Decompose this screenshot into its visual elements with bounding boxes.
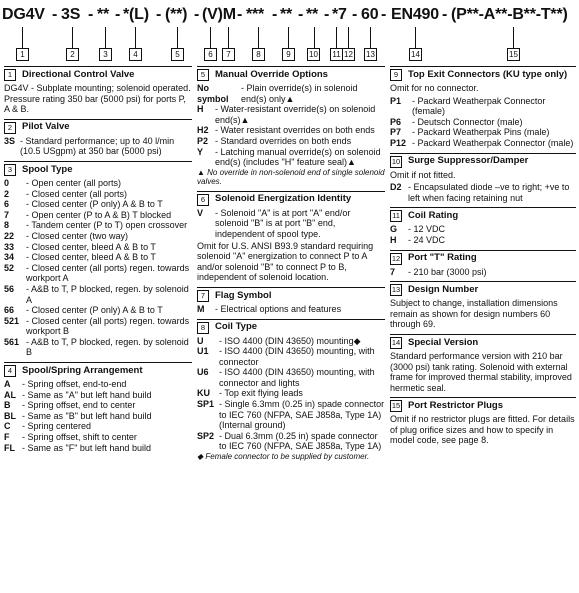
option-code: No symbol [197, 83, 229, 104]
option-code: 22 [4, 230, 15, 241]
option-description: - Closed center (all ports) regen. towards workport B [26, 315, 190, 337]
option-code: B [4, 400, 11, 411]
section-header [197, 287, 385, 302]
model-code-separator: - [381, 6, 387, 23]
option-code: P2 [197, 135, 209, 146]
option-code: 33 [4, 241, 15, 252]
model-code-separator: - [352, 6, 358, 23]
leader-line [228, 27, 229, 48]
option-row [4, 443, 192, 454]
model-code-segment: ** [306, 6, 319, 23]
section-paragraph: DG4V - Subplate mounting; solenoid operated. Pressure rating 350 bar (5000 psi) for ports P, A & B. [4, 83, 191, 115]
section-header [4, 362, 192, 377]
position-number: 11 [330, 48, 343, 61]
option-row [4, 421, 192, 432]
option-row [197, 125, 385, 136]
position-number: 15 [507, 48, 520, 61]
option-description: - Standard performance; up to 40 l/min (10.5 USgpm) at 350 bar (5000 psi) [20, 135, 175, 157]
option-row [4, 411, 192, 422]
option-code: SP2 [197, 430, 215, 441]
section-header [390, 66, 576, 81]
option-description: - Spring centered [22, 421, 92, 432]
option-code: 0 [4, 177, 10, 188]
column-right [390, 66, 576, 450]
section-number: 6 [197, 194, 209, 206]
option-description: - Same as "F" but left hand build [22, 442, 151, 453]
model-code-separator: - [442, 6, 448, 23]
option-row [197, 399, 385, 431]
model-code-segment: 60 [361, 6, 379, 23]
section-number: 1 [4, 69, 16, 81]
option-code: H [390, 234, 397, 245]
section-title: Spool Type [22, 163, 73, 175]
option-row [4, 210, 192, 221]
section-paragraph: Standard performance version with 210 bar (3000 psi) tank rating. Solenoid with external frame for improved thermal stability, improved hermetic seal. [390, 350, 572, 393]
model-code-segment: *(L) [123, 6, 149, 23]
option-row [4, 263, 192, 284]
option-row [197, 136, 385, 147]
section-number: 2 [4, 122, 16, 134]
section-title: Surge Suppressor/Damper [408, 155, 529, 167]
model-code-segment: EN490 [391, 6, 439, 23]
option-code: P7 [390, 127, 402, 138]
model-code-separator: - [156, 6, 162, 23]
section-header [4, 66, 192, 81]
option-description: - ISO 4400 (DIN 43650) mounting◆ [219, 335, 361, 346]
section-number: 15 [391, 401, 401, 411]
section-spool-type [4, 161, 192, 358]
option-row [197, 388, 385, 399]
section-paragraph: Omit if not fitted. [390, 169, 456, 180]
option-code: V [197, 207, 204, 218]
section-spool-spring-arrangement [4, 362, 192, 453]
section-number: 12 [391, 253, 401, 263]
section-title: Coil Type [215, 321, 258, 333]
option-description: - Deutsch Connector (male) [412, 116, 523, 127]
section-header [4, 161, 192, 176]
section-header [4, 119, 192, 134]
option-description: - 210 bar (3000 psi) [408, 266, 487, 277]
section-number: 5 [197, 69, 209, 81]
position-number: 4 [129, 48, 142, 61]
option-code: D2 [390, 182, 402, 193]
option-code: 7 [390, 266, 396, 277]
option-description: - Packard Weatherpak Connector (male) [412, 137, 574, 148]
option-description: - 24 VDC [408, 234, 446, 245]
option-row [4, 242, 192, 253]
option-description: - Open center (all ports) [26, 177, 122, 188]
option-description: - Closed center (P only) A & B to T [26, 305, 163, 316]
option-description: - Closed center, bleed A & B to T [26, 241, 156, 252]
option-code: P1 [390, 95, 402, 106]
option-row [390, 235, 576, 246]
option-row [197, 346, 385, 367]
option-description: - Single 6.3mm (0.25 in) spade connector to IEC 760 (NFPA, SAE J858a, Type 1A) (Internal ground) [219, 399, 385, 431]
option-row [4, 390, 192, 401]
section-header [197, 191, 385, 206]
section-flag-symbol [197, 287, 385, 315]
leader-line [72, 27, 73, 48]
option-description: - Water-resistant override(s) on solenoid end(s)▲ [215, 104, 376, 125]
section-paragraph: Omit for U.S. ANSI B93.9 standard requiring solenoid "A" energization to connect P to A and/or solenoid "B" to connect P to B, independent of solenoid location. [197, 240, 374, 283]
section-paragraph: Omit for no connector. [390, 83, 479, 93]
option-code: G [390, 224, 398, 235]
model-code-separator: - [194, 6, 200, 23]
option-row [197, 431, 385, 452]
option-description: - A&B to T, P blocked, regen. by solenoid A [26, 283, 189, 305]
model-code-segment: *** [246, 6, 265, 23]
option-row [390, 224, 576, 235]
option-description: - ISO 4400 (DIN 43650) mounting, with connector [219, 346, 375, 367]
option-description: - Packard Weatherpak Pins (male) [412, 127, 550, 138]
option-description: - Closed center (all ports) regen. towards workport A [26, 262, 190, 284]
option-row [4, 400, 192, 411]
model-code-segment: (P**-A**-B**-T**) [451, 6, 568, 23]
position-number: 13 [364, 48, 377, 61]
option-code: FL [4, 442, 15, 453]
option-row [4, 379, 192, 390]
section-number: 7 [197, 290, 209, 302]
section-title: Spool/Spring Arrangement [22, 364, 143, 376]
option-row [390, 182, 576, 203]
position-number: 10 [307, 48, 320, 61]
model-code-segment: DG4V [2, 6, 45, 23]
option-row [197, 208, 385, 240]
option-code: 521 [4, 315, 20, 326]
position-number: 8 [252, 48, 265, 61]
option-row [390, 117, 576, 128]
leader-line [370, 27, 371, 48]
option-description: - Electrical options and features [215, 303, 342, 314]
option-row [197, 336, 385, 347]
position-number: 1 [16, 48, 29, 61]
section-title: Special Version [408, 336, 479, 348]
option-row [390, 267, 576, 278]
leader-line [288, 27, 289, 48]
section-number: 14 [391, 337, 401, 347]
option-row [197, 104, 385, 125]
section-surge-suppressor [390, 153, 576, 204]
option-code: 6 [4, 199, 10, 210]
section-number: 4 [4, 365, 16, 377]
option-row [197, 367, 385, 388]
leader-line [513, 27, 514, 48]
option-description: - Closed center, bleed A & B to T [26, 252, 156, 263]
leader-line [22, 27, 23, 48]
option-code: P6 [390, 116, 402, 127]
model-code-separator: - [52, 6, 58, 23]
option-row [4, 284, 192, 305]
option-description: - Tandem center (P to T) open crossover [26, 220, 188, 231]
option-description: - Closed center (P only) A & B to T [26, 199, 163, 210]
option-description: - Plain override(s) in solenoid end(s) only▲ [241, 83, 358, 104]
option-row [390, 138, 576, 149]
option-description: - A&B to T, P blocked, regen. by solenoid B [26, 336, 189, 358]
option-row [4, 220, 192, 231]
option-description: - Closed center (all ports) [26, 188, 128, 199]
column-left [4, 66, 192, 457]
model-code-segment: ** [97, 6, 110, 23]
option-row [4, 178, 192, 189]
model-code-separator: - [237, 6, 243, 23]
position-number: 3 [99, 48, 112, 61]
section-top-exit-connectors [390, 66, 576, 149]
section-directional-control-valve [4, 66, 192, 115]
model-code-separator: - [272, 6, 278, 23]
option-description: - Closed center (two way) [26, 230, 129, 241]
section-number: 9 [390, 69, 402, 81]
section-number: 13 [391, 285, 401, 295]
option-row [4, 305, 192, 316]
section-number: 10 [391, 156, 401, 166]
section-header [390, 397, 576, 412]
option-code: KU [197, 388, 210, 399]
option-code: U [197, 335, 204, 346]
option-code: A [4, 379, 11, 390]
option-description: - Packard Weatherpak Connector (female) [412, 95, 546, 117]
option-code: U6 [197, 367, 209, 378]
option-code: 8 [4, 220, 10, 231]
leader-line [177, 27, 178, 48]
leader-line [105, 27, 106, 48]
option-description: - Solenoid "A" is at port "A" end/or solenoid "B" is at port "B" end, independent of spool type. [215, 207, 351, 239]
model-code-separator: - [115, 6, 121, 23]
model-code-segment: *7 [332, 6, 347, 23]
option-row [4, 189, 192, 200]
column-middle [197, 66, 385, 466]
section-title: Port Restrictor Plugs [408, 399, 504, 411]
section-title: Flag Symbol [215, 289, 272, 301]
position-number: 9 [282, 48, 295, 61]
section-port-t-rating [390, 250, 576, 278]
leader-line [415, 27, 416, 48]
model-code-segment: (V)M [202, 6, 236, 23]
section-header [390, 153, 576, 168]
option-description: - Top exit flying leads [219, 388, 303, 399]
section-paragraph: Omit if no restrictor plugs are fitted. For details of plug orifice sizes and how to specify in model code, see page 8. [390, 414, 575, 446]
option-code: 56 [4, 283, 15, 294]
option-code: 3S [4, 135, 16, 146]
model-code-separator: - [88, 6, 94, 23]
model-code-separator: - [324, 6, 330, 23]
section-special-version [390, 334, 576, 393]
position-number: 14 [409, 48, 422, 61]
option-row [197, 83, 385, 104]
model-code-segment: 3S [61, 6, 81, 23]
option-description: - Latching manual override(s) on solenoid end(s) (includes "H" feature seal)▲ [215, 146, 381, 168]
option-description: - Dual 6.3mm (0.25 in) spade connector to IEC 760 (NFPA, SAE J858a, Type 1A) [219, 430, 382, 452]
leader-line [258, 27, 259, 48]
section-footnote: ▲ No override in non-solenoid end of single solenoid valves. [197, 167, 385, 187]
leader-line [135, 27, 136, 48]
section-title: Pilot Valve [22, 121, 70, 133]
option-code: 2 [4, 188, 10, 199]
option-description: - Encapsulated diode –ve to right; +ve to left when facing retaining nut [408, 182, 570, 203]
option-code: F [4, 432, 10, 443]
option-code: C [4, 421, 11, 432]
option-code: M [197, 303, 205, 314]
option-description: - ISO 4400 (DIN 43650) mounting, with connector and lights [219, 367, 375, 388]
option-row [390, 96, 576, 117]
option-description: - 12 VDC [408, 224, 446, 235]
section-title: Design Number [408, 283, 479, 295]
leader-line [210, 27, 211, 48]
option-code: 561 [4, 336, 20, 347]
option-row [4, 252, 192, 263]
section-manual-override-options [197, 66, 385, 187]
option-code: H2 [197, 125, 209, 136]
section-coil-type [197, 319, 385, 462]
model-code-segment: (**) [165, 6, 188, 23]
section-title: Manual Override Options [215, 68, 328, 80]
option-code: 34 [4, 252, 15, 263]
section-title: Directional Control Valve [22, 68, 135, 80]
section-footnote: ◆ Female connector to be supplied by customer. [197, 452, 370, 462]
option-description: - Same as "A" but left hand build [22, 389, 152, 400]
option-code: P12 [390, 137, 407, 148]
option-row [4, 316, 192, 337]
section-design-number [390, 281, 576, 330]
model-code-segment: ** [280, 6, 293, 23]
section-header [390, 281, 576, 296]
position-number: 5 [171, 48, 184, 61]
option-code: U1 [197, 346, 209, 357]
section-header [390, 207, 576, 222]
position-number: 6 [204, 48, 217, 61]
option-code: BL [4, 410, 16, 421]
option-description: - Spring offset, end to center [22, 400, 136, 411]
section-coil-rating [390, 207, 576, 245]
option-description: - Same as "B" but left hand build [22, 410, 152, 421]
option-description: - Open center (P to A & B) T blocked [26, 209, 172, 220]
section-paragraph: Subject to change, installation dimensions remain as shown for design numbers 60 through 69. [390, 298, 558, 330]
option-code: SP1 [197, 399, 215, 410]
option-row [4, 136, 192, 157]
option-description: - Spring offset, shift to center [22, 432, 137, 443]
section-header [390, 250, 576, 265]
option-row [4, 231, 192, 242]
section-solenoid-energization-identity [197, 191, 385, 283]
section-title: Solenoid Energization Identity [215, 193, 352, 205]
section-port-restrictor-plugs [390, 397, 576, 446]
option-row [4, 432, 192, 443]
leader-line [348, 27, 349, 48]
section-number: 3 [4, 164, 16, 176]
option-code: 52 [4, 262, 15, 273]
position-number: 12 [342, 48, 355, 61]
option-code: H [197, 104, 204, 115]
section-pilot-valve [4, 119, 192, 157]
section-title: Port "T" Rating [408, 252, 477, 264]
section-title: Top Exit Connectors (KU type only) [408, 68, 568, 80]
section-header [197, 319, 385, 334]
section-number: 11 [390, 210, 402, 222]
leader-line [336, 27, 337, 48]
option-description: - Spring offset, end-to-end [22, 379, 127, 390]
section-header [390, 334, 576, 349]
option-row [4, 337, 192, 358]
option-row [197, 147, 385, 168]
section-title: Coil Rating [408, 210, 459, 222]
option-code: 66 [4, 305, 15, 316]
option-row [390, 127, 576, 138]
leader-line [314, 27, 315, 48]
option-code: 7 [4, 209, 10, 220]
model-code [2, 6, 577, 62]
position-number: 7 [222, 48, 235, 61]
option-code: AL [4, 389, 16, 400]
option-row [197, 304, 385, 315]
section-header [197, 66, 385, 81]
option-description: - Water resistant overrides on both ends [215, 125, 375, 136]
model-code-separator: - [298, 6, 304, 23]
section-number: 8 [197, 322, 209, 334]
option-description: - Standard overrides on both ends [215, 135, 352, 146]
option-row [4, 199, 192, 210]
position-number: 2 [66, 48, 79, 61]
option-code: Y [197, 146, 204, 157]
